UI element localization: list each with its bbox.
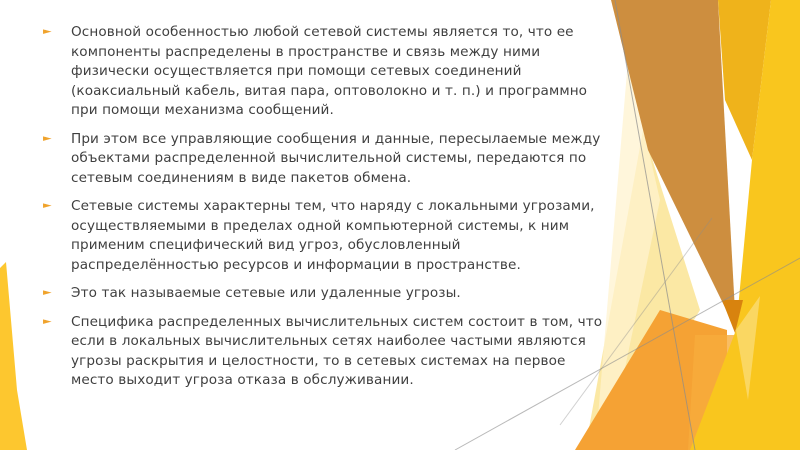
bullet-text: Сетевые системы характерны тем, что наряду с локальными угрозами, осуществляемыми в пределах одной компьютерной системы, к ним применим специфический вид угроз, обусловленный распределённостью ресурсов и информации в пространстве. bbox=[71, 198, 595, 273]
bullet-item bbox=[43, 284, 605, 304]
bullet-text: Специфика распределенных вычислительных систем состоит в том, что если в локальных вычислительных сетях наиболее частыми являются угрозы раскрытия и целостности, то в сетевых системах на первое место выходит угроза отказа в обслуживании. bbox=[71, 313, 603, 388]
bullet-arrow-icon: ► bbox=[43, 133, 52, 144]
bullet-item bbox=[43, 130, 605, 189]
bullet-item bbox=[43, 23, 605, 121]
bullet-list bbox=[43, 23, 605, 391]
bullet-arrow-icon: ► bbox=[43, 316, 52, 327]
bullet-item bbox=[43, 197, 605, 275]
slide-body bbox=[43, 23, 605, 400]
bullet-item bbox=[43, 313, 605, 391]
bullet-text: Это так называемые сетевые или удаленные угрозы. bbox=[71, 285, 461, 301]
bullet-arrow-icon: ► bbox=[43, 288, 52, 298]
bullet-arrow-icon: ► bbox=[43, 201, 52, 211]
bullet-text: Основной особенностью любой сетевой системы является то, что ее компоненты распределены в пространстве и связь между ними физически осуществляется при помощи сетевых соединений (коаксиальный кабель, витая пара, оптоволокно и т. п.) и программно при помощи механизма сообщений. bbox=[71, 24, 588, 118]
left-ribbon bbox=[0, 262, 27, 450]
bullet-text: При этом все управляющие сообщения и данные, пересылаемые между объектами распределенной вычислительной системы, передаются по сетевым соединениям в виде пакетов обмена. bbox=[71, 130, 601, 186]
bullet-arrow-icon: ► bbox=[43, 27, 52, 37]
